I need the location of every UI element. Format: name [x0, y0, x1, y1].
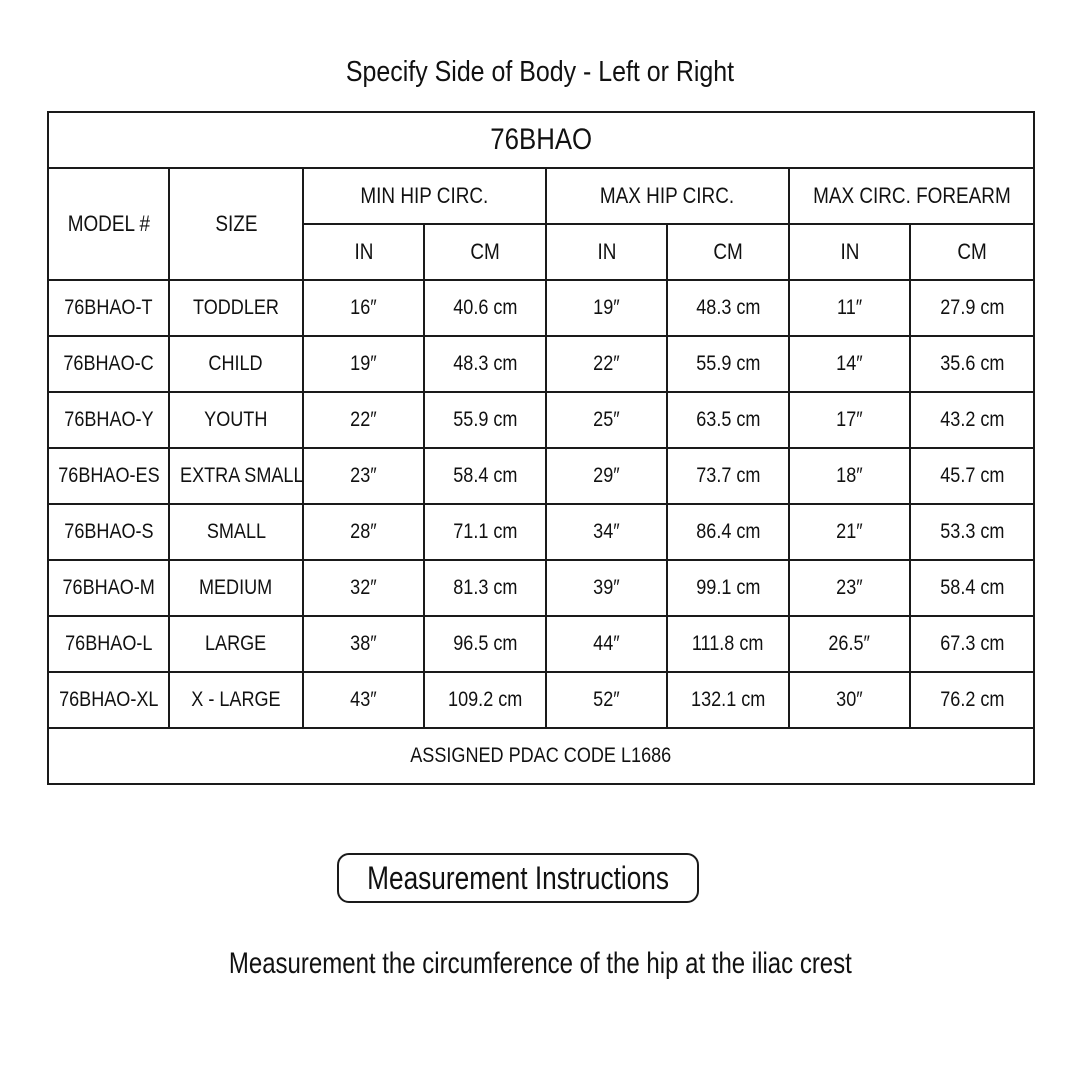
table-row: [48, 392, 1034, 448]
header-max-forearm: MAX CIRC. FOREARM: [789, 168, 1034, 224]
table-header-row: [48, 168, 1034, 224]
unit-cell: CM: [667, 224, 789, 280]
cell-forearm-cm: 45.7 cm: [910, 448, 1034, 504]
table-row: [48, 560, 1034, 616]
pdac-code: ASSIGNED PDAC CODE L1686: [48, 728, 1034, 784]
cell-size: SMALL: [169, 504, 303, 560]
cell-model: 76BHAO-S: [48, 504, 169, 560]
cell-min-hip-cm: 71.1 cm: [424, 504, 546, 560]
cell-max-hip-cm: 63.5 cm: [667, 392, 789, 448]
cell-model: 76BHAO-C: [48, 336, 169, 392]
cell-model: 76BHAO-XL: [48, 672, 169, 728]
cell-model: 76BHAO-ES: [48, 448, 169, 504]
cell-max-hip-in: 29″: [546, 448, 667, 504]
cell-size: CHILD: [169, 336, 303, 392]
cell-forearm-in: 30″: [789, 672, 910, 728]
cell-size: MEDIUM: [169, 560, 303, 616]
page-heading: [76, 50, 1005, 94]
measurement-instructions-label: Measurement Instructions: [367, 859, 669, 896]
cell-model: 76BHAO-M: [48, 560, 169, 616]
cell-min-hip-cm: 48.3 cm: [424, 336, 546, 392]
cell-min-hip-cm: 109.2 cm: [424, 672, 546, 728]
cell-forearm-in: 18″: [789, 448, 910, 504]
cell-max-hip-cm: 111.8 cm: [667, 616, 789, 672]
table-title: 76BHAO: [48, 112, 1034, 168]
size-chart-table: [47, 111, 1035, 785]
cell-size: X - LARGE: [169, 672, 303, 728]
cell-max-hip-cm: 99.1 cm: [667, 560, 789, 616]
cell-min-hip-in: 23″: [303, 448, 424, 504]
cell-forearm-cm: 58.4 cm: [910, 560, 1034, 616]
cell-max-hip-in: 25″: [546, 392, 667, 448]
cell-forearm-cm: 53.3 cm: [910, 504, 1034, 560]
unit-cell: CM: [910, 224, 1034, 280]
cell-forearm-in: 23″: [789, 560, 910, 616]
header-min-hip: MIN HIP CIRC.: [303, 168, 546, 224]
cell-min-hip-in: 43″: [303, 672, 424, 728]
cell-min-hip-in: 38″: [303, 616, 424, 672]
table-title-row: [48, 112, 1034, 168]
cell-forearm-cm: 27.9 cm: [910, 280, 1034, 336]
measurement-instructions-text: Measurement the circumference of the hip at the iliac crest: [228, 947, 852, 980]
table-row: [48, 280, 1034, 336]
unit-cell: IN: [789, 224, 910, 280]
cell-size: LARGE: [169, 616, 303, 672]
header-model: MODEL #: [48, 168, 169, 280]
cell-size: TODDLER: [169, 280, 303, 336]
cell-max-hip-in: 39″: [546, 560, 667, 616]
cell-min-hip-cm: 55.9 cm: [424, 392, 546, 448]
cell-min-hip-cm: 58.4 cm: [424, 448, 546, 504]
cell-forearm-cm: 43.2 cm: [910, 392, 1034, 448]
header-max-hip: MAX HIP CIRC.: [546, 168, 789, 224]
cell-size: EXTRA SMALL: [169, 448, 303, 504]
table-row: [48, 336, 1034, 392]
unit-cell: IN: [303, 224, 424, 280]
cell-min-hip-in: 32″: [303, 560, 424, 616]
cell-max-hip-in: 19″: [546, 280, 667, 336]
table-row: [48, 448, 1034, 504]
cell-max-hip-cm: 55.9 cm: [667, 336, 789, 392]
cell-max-hip-in: 34″: [546, 504, 667, 560]
cell-model: 76BHAO-T: [48, 280, 169, 336]
cell-min-hip-cm: 81.3 cm: [424, 560, 546, 616]
page-heading-text: Specify Side of Body - Left or Right: [345, 56, 735, 88]
cell-min-hip-in: 28″: [303, 504, 424, 560]
cell-model: 76BHAO-Y: [48, 392, 169, 448]
table-row: [48, 672, 1034, 728]
cell-forearm-in: 17″: [789, 392, 910, 448]
cell-model: 76BHAO-L: [48, 616, 169, 672]
cell-max-hip-in: 44″: [546, 616, 667, 672]
cell-forearm-cm: 67.3 cm: [910, 616, 1034, 672]
cell-forearm-cm: 76.2 cm: [910, 672, 1034, 728]
cell-forearm-in: 11″: [789, 280, 910, 336]
table-row: [48, 504, 1034, 560]
measurement-instructions-button[interactable]: [337, 853, 699, 903]
size-chart-body: [48, 112, 1034, 784]
cell-max-hip-cm: 48.3 cm: [667, 280, 789, 336]
header-size: SIZE: [169, 168, 303, 280]
cell-min-hip-in: 16″: [303, 280, 424, 336]
table-row: [48, 616, 1034, 672]
cell-max-hip-cm: 132.1 cm: [667, 672, 789, 728]
unit-cell: IN: [546, 224, 667, 280]
cell-max-hip-in: 22″: [546, 336, 667, 392]
cell-min-hip-cm: 40.6 cm: [424, 280, 546, 336]
cell-forearm-in: 26.5″: [789, 616, 910, 672]
unit-cell: CM: [424, 224, 546, 280]
cell-min-hip-in: 19″: [303, 336, 424, 392]
cell-forearm-in: 14″: [789, 336, 910, 392]
cell-max-hip-in: 52″: [546, 672, 667, 728]
cell-max-hip-cm: 86.4 cm: [667, 504, 789, 560]
cell-forearm-in: 21″: [789, 504, 910, 560]
cell-size: YOUTH: [169, 392, 303, 448]
cell-min-hip-in: 22″: [303, 392, 424, 448]
cell-forearm-cm: 35.6 cm: [910, 336, 1034, 392]
cell-max-hip-cm: 73.7 cm: [667, 448, 789, 504]
cell-min-hip-cm: 96.5 cm: [424, 616, 546, 672]
table-footer-row: [48, 728, 1034, 784]
